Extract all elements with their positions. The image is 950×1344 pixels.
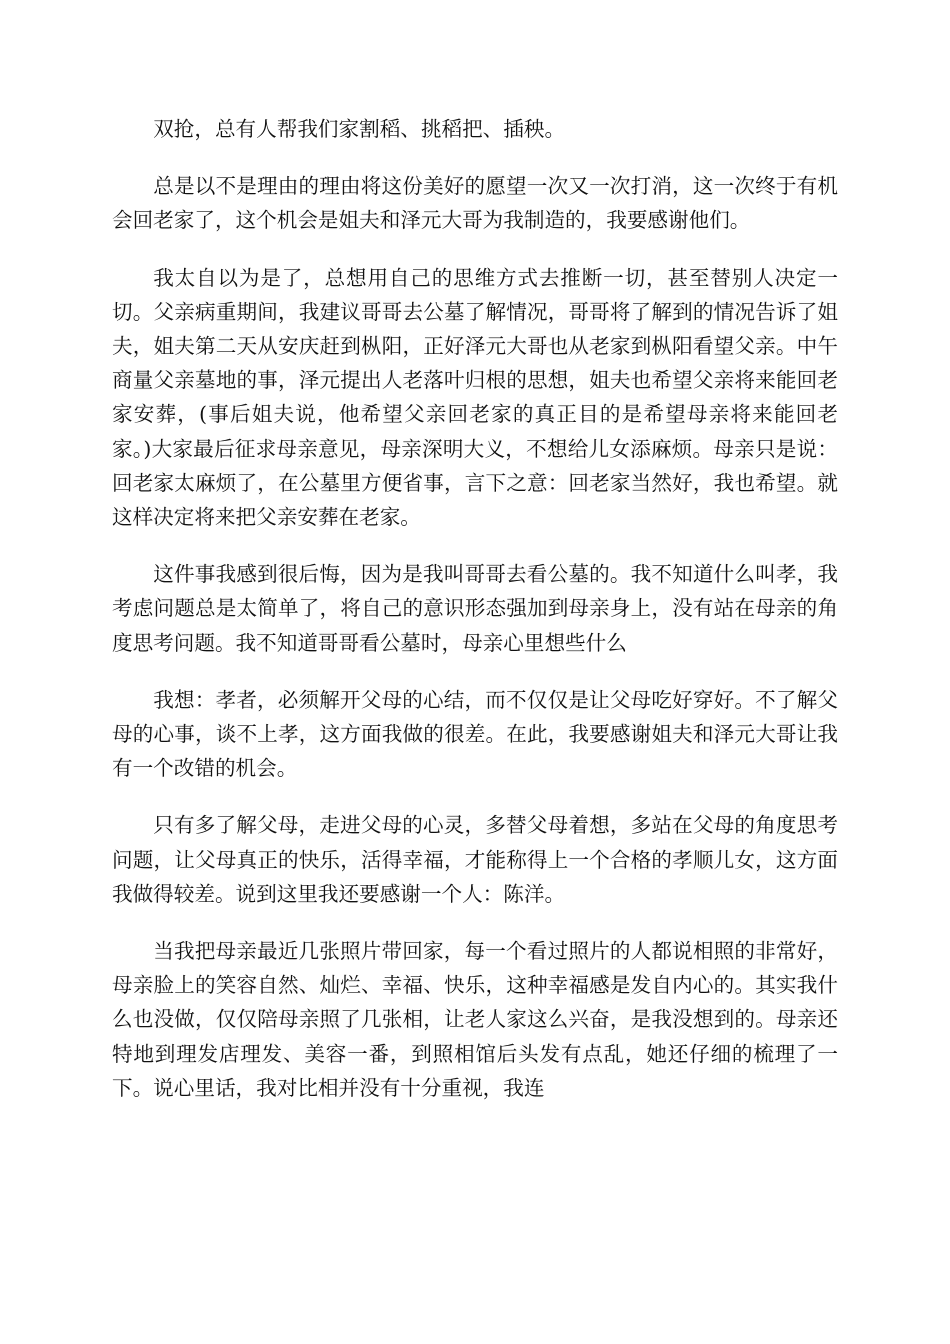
paragraph-2: 总是以不是理由的理由将这份美好的愿望一次又一次打消，这一次终于有机会回老家了，这个机会是姐夫和泽元大哥为我制造的，我要感谢他们。 <box>112 174 838 233</box>
paragraph-1: 双抢，总有人帮我们家割稻、挑稻把、插秧。 <box>153 117 566 141</box>
paragraph-6: 只有多了解父母，走进父母的心灵，多替父母着想，多站在父母的角度思考问题，让父母真正的快乐，活得幸福，才能称得上一个合格的孝顺儿女，这方面我做得较差。说到这里我还要感谢一个人：陈洋。 <box>112 813 838 906</box>
paragraph-7: 当我把母亲最近几张照片带回家，每一个看过照片的人都说相照的非常好，母亲脸上的笑容自然、灿烂、幸福、快乐，这种幸福感是发自内心的。其实我什么也没做，仅仅陪母亲照了几张相，让老人家这么兴奋，是我没想到的。母亲还特地到理发店理发、美容一番，到照相馆后头发有点乱，她还仔细的梳理了一下。说心里话，我对比相并没有十分重视，我连 <box>112 939 838 1100</box>
paragraph-4: 这件事我感到很后悔，因为是我叫哥哥去看公墓的。我不知道什么叫孝，我考虑问题总是太简单了，将自己的意识形态强加到母亲身上，没有站在母亲的角度思考问题。我不知道哥哥看公墓时，母亲心里想些什么 <box>112 562 838 655</box>
document-page <box>112 112 838 1105</box>
paragraph-5: 我想：孝者，必须解开父母的心结，而不仅仅是让父母吃好穿好。不了解父母的心事，谈不上孝，这方面我做的很差。在此，我要感谢姐夫和泽元大哥让我有一个改错的机会。 <box>112 687 838 781</box>
paragraph-3: 我太自以为是了，总想用自己的思维方式去推断一切，甚至替别人决定一切。父亲病重期间，我建议哥哥去公墓了解情况，哥哥将了解到的情况告诉了姐夫，姐夫第二天从安庆赶到枞阳，正好泽元大哥也从老家到枞阳看望父亲。中午商量父亲墓地的事，泽元提出人老落叶归根的思想，姐夫也希望父亲将来能回老家安葬，(事后姐夫说，他希望父亲回老家的真正目的是希望母亲将来能回老家。)大家最后征求母亲意见，母亲深明大义，不想给儿女添麻烦。母亲只是说：回老家太麻烦了，在公墓里方便省事，言下之意：回老家当然好，我也希望。就这样决定将来把父亲安葬在老家。 <box>112 265 838 530</box>
